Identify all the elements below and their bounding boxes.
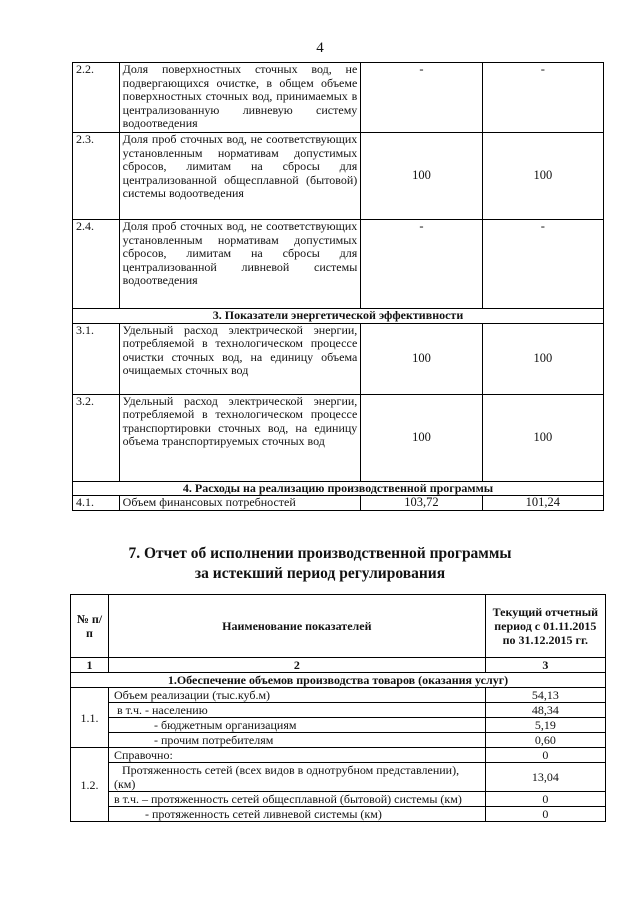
table-row xyxy=(71,718,606,733)
col-number-1: 1 xyxy=(71,658,109,673)
row-value-1: 100 xyxy=(361,394,482,481)
row-number: 2.2. xyxy=(73,63,120,133)
group-number: 1.1. xyxy=(71,688,109,748)
column-number-row xyxy=(71,658,606,673)
section-heading-line2: за истекший период регулирования xyxy=(194,565,446,582)
row-value: 0 xyxy=(485,807,605,822)
page-number: 4 xyxy=(316,40,324,56)
table-row xyxy=(73,394,604,481)
row-value: 13,04 xyxy=(485,763,605,792)
section-row xyxy=(71,673,606,688)
header-name: Наименование показателей xyxy=(108,595,485,658)
row-value-2: - xyxy=(482,63,603,133)
row-number: 4.1. xyxy=(73,496,120,511)
row-value-2: 101,24 xyxy=(482,496,603,511)
row-name: Объем реализации (тыс.куб.м) xyxy=(108,688,485,703)
row-name: - протяженность сетей ливневой системы (км) xyxy=(108,807,485,822)
row-value-2: 100 xyxy=(482,394,603,481)
row-name: Доля проб сточных вод, не соответствующих установленным нормативам допустимых сбросов, лимитам на сбросы для централизованной ливневой системы водоотведения xyxy=(119,220,361,309)
report-table xyxy=(70,594,606,822)
row-name: Удельный расход электрической энергии, потребляемой в технологическом процессе очистки сточных вод, на единицу объема очищаемых сточных вод xyxy=(119,323,361,394)
section-row xyxy=(73,481,604,496)
row-name: - прочим потребителям xyxy=(108,733,485,748)
row-value-2: - xyxy=(482,220,603,309)
row-name: Объем финансовых потребностей xyxy=(119,496,361,511)
row-name: Доля проб сточных вод, не соответствующих установленным нормативам допустимых сбросов, лимитам на сбросы для централизованной общесплавной (бытовой) системы водоотведения xyxy=(119,133,361,220)
col-number-2: 2 xyxy=(108,658,485,673)
row-value: 54,13 xyxy=(485,688,605,703)
header-row xyxy=(71,595,606,658)
section-heading-line1: 7. Отчет об исполнении производственной программы xyxy=(128,545,512,562)
table-row xyxy=(73,63,604,133)
row-name: Доля поверхностных сточных вод, не подвергающихся очистке, в общем объеме поверхностных сточных вод, принимаемых в централизованную ливневую систему водоотведения xyxy=(119,63,361,133)
row-value-2: 100 xyxy=(482,133,603,220)
table-row xyxy=(73,496,604,511)
row-name: в т.ч. - населению xyxy=(108,703,485,718)
row-value-1: 103,72 xyxy=(361,496,482,511)
table-row xyxy=(73,220,604,309)
row-name: Справочно: xyxy=(108,748,485,763)
section-title: 1.Обеспечение объемов производства товаров (оказания услуг) xyxy=(71,673,606,688)
row-value: 0 xyxy=(485,748,605,763)
row-value-1: - xyxy=(361,63,482,133)
row-number: 2.3. xyxy=(73,133,120,220)
row-name: в т.ч. – протяженность сетей общесплавной (бытовой) системы (км) xyxy=(108,792,485,807)
table-row xyxy=(71,733,606,748)
row-value-1: - xyxy=(361,220,482,309)
indicators-table xyxy=(72,62,604,511)
header-number: № п/п xyxy=(71,595,109,658)
row-value: 5,19 xyxy=(485,718,605,733)
row-name: Протяженность сетей (всех видов в однотрубном представлении), (км) xyxy=(108,763,485,792)
row-number: 3.1. xyxy=(73,323,120,394)
section-title: 3. Показатели энергетической эффективности xyxy=(73,309,604,324)
header-value: Текущий отчетный период с 01.11.2015 по 31.12.2015 гг. xyxy=(485,595,605,658)
table-row xyxy=(71,792,606,807)
table-row xyxy=(73,323,604,394)
table-row xyxy=(71,688,606,703)
table-row xyxy=(71,748,606,763)
table-row xyxy=(73,133,604,220)
section-title: 4. Расходы на реализацию производственной программы xyxy=(73,481,604,496)
table-row xyxy=(71,703,606,718)
row-value: 0 xyxy=(485,792,605,807)
row-value-2: 100 xyxy=(482,323,603,394)
section-row xyxy=(73,309,604,324)
table-row xyxy=(71,763,606,792)
row-number: 3.2. xyxy=(73,394,120,481)
table-row xyxy=(71,807,606,822)
col-number-3: 3 xyxy=(485,658,605,673)
row-number: 2.4. xyxy=(73,220,120,309)
row-value: 48,34 xyxy=(485,703,605,718)
row-value: 0,60 xyxy=(485,733,605,748)
row-value-1: 100 xyxy=(361,323,482,394)
group-number: 1.2. xyxy=(71,748,109,822)
row-value-1: 100 xyxy=(361,133,482,220)
row-name: Удельный расход электрической энергии, потребляемой в технологическом процессе транспортировки сточных вод, на единицу объема транспортируемых сточных вод xyxy=(119,394,361,481)
row-name: - бюджетным организациям xyxy=(108,718,485,733)
